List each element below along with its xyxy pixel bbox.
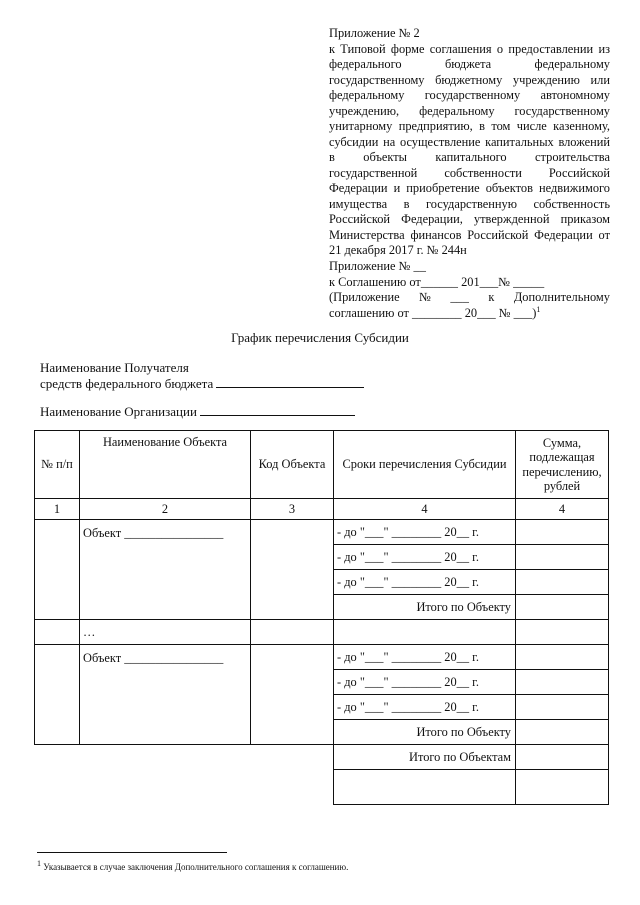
object-name-cell[interactable]: Объект ________________ (80, 520, 251, 620)
grand-total-row (35, 745, 609, 770)
grand-total-label: Итого по Объектам (334, 745, 516, 770)
agreement-line-2: к Соглашению от______ 201___№ _____ (329, 274, 545, 289)
extra-amount-cell[interactable] (516, 770, 609, 805)
table-row (35, 645, 609, 670)
col-num-4: 4 (334, 499, 516, 520)
recipient-line (40, 375, 440, 391)
object-name-cell[interactable]: Объект ________________ (80, 645, 251, 745)
grand-total-amount[interactable] (516, 745, 609, 770)
footnote-ref: 1 (536, 304, 541, 314)
amount-cell[interactable] (516, 545, 609, 570)
ellipsis-cell: … (80, 620, 251, 645)
object-total-label: Итого по Объекту (334, 595, 516, 620)
footnote-mark: 1 (37, 859, 41, 868)
col-num-2: 2 (80, 499, 251, 520)
object-code-cell[interactable] (251, 620, 334, 645)
organization-input-line[interactable] (200, 403, 355, 416)
col-num-5: 4 (516, 499, 609, 520)
table-header-row (35, 431, 609, 499)
col-num-3: 3 (251, 499, 334, 520)
recipient-fields (40, 360, 440, 419)
recipient-label-2: средств федерального бюджета (40, 376, 214, 391)
agreement-line-3 (329, 290, 610, 306)
col-num-1: 1 (35, 499, 80, 520)
amount-cell[interactable] (516, 695, 609, 720)
agreement-line-4 (329, 306, 610, 322)
amount-cell[interactable] (516, 620, 609, 645)
object-total-amount[interactable] (516, 595, 609, 620)
appendix-header (329, 26, 610, 259)
agreement-line-1: Приложение № __ (329, 259, 426, 273)
row-num-cell[interactable] (35, 620, 80, 645)
amount-cell[interactable] (516, 645, 609, 670)
extra-terms-cell[interactable] (334, 770, 516, 805)
amount-cell[interactable] (516, 570, 609, 595)
agreement-line-3-a: (Приложение (329, 290, 400, 304)
object-code-cell[interactable] (251, 645, 334, 745)
footnote (37, 859, 349, 872)
appendix-title: Приложение № 2 (329, 26, 420, 40)
blank-space (35, 745, 334, 770)
deadline-cell[interactable]: - до "___" ________ 20__ г. (334, 670, 516, 695)
deadline-cell[interactable] (334, 620, 516, 645)
blank-space (35, 770, 334, 805)
table-row (35, 620, 609, 645)
recipient-label-1: Наименование Получателя (40, 360, 189, 375)
deadline-cell[interactable]: - до "___" ________ 20__ г. (334, 695, 516, 720)
organization-label: Наименование Организации (40, 404, 197, 419)
deadline-cell[interactable]: - до "___" ________ 20__ г. (334, 545, 516, 570)
deadline-cell[interactable]: - до "___" ________ 20__ г. (334, 570, 516, 595)
appendix-text: к Типовой форме соглашения о предоставлении из федерального бюджета федеральному государственному бюджетному учреждению или федеральному государственному автономному учреждению, федеральному государственному унитарному предприятию, в том числе казенному, субсидии на осуществление капитальных вложений в объекты капитального строительства государственной собственности Российской Федерации и приобретение объектов недвижимого имущества в государственную собственность Российской Федерации, утвержденной приказом Министерства финансов Российской Федерации от 21 декабря 2017 г. № 244н (329, 41, 610, 257)
footnote-divider (37, 852, 227, 853)
amount-cell[interactable] (516, 670, 609, 695)
header-object-name: Наименование Объекта (80, 431, 251, 499)
deadline-cell[interactable]: - до "___" ________ 20__ г. (334, 645, 516, 670)
agreement-reference (329, 259, 610, 321)
payment-schedule-table (34, 430, 609, 805)
column-numbers-row (35, 499, 609, 520)
agreement-line-4-text: соглашению от ________ 20___ № ___) (329, 305, 537, 320)
amount-cell[interactable] (516, 520, 609, 545)
agreement-line-3-e: Дополнительному (513, 290, 610, 304)
object-total-amount[interactable] (516, 720, 609, 745)
organization-line (40, 403, 440, 419)
header-amount: Сумма, подлежащая перечислению, рублей (516, 431, 609, 499)
row-num-cell[interactable] (35, 520, 80, 620)
row-num-cell[interactable] (35, 645, 80, 745)
agreement-line-3-c: ___ (450, 290, 469, 304)
table-row (35, 770, 609, 805)
object-total-label: Итого по Объекту (334, 720, 516, 745)
deadline-cell[interactable]: - до "___" ________ 20__ г. (334, 520, 516, 545)
object-code-cell[interactable] (251, 520, 334, 620)
header-object-code: Код Объекта (251, 431, 334, 499)
table-row (35, 520, 609, 545)
header-terms: Сроки перечисления Субсидии (334, 431, 516, 499)
header-num: № п/п (35, 431, 80, 499)
footnote-text: Указывается в случае заключения Дополнительного соглашения к соглашению. (43, 862, 349, 872)
agreement-line-3-d: к (488, 290, 495, 304)
page-title: График перечисления Субсидии (231, 330, 409, 345)
agreement-line-3-b: № (419, 290, 431, 304)
recipient-input-line[interactable] (216, 375, 364, 388)
